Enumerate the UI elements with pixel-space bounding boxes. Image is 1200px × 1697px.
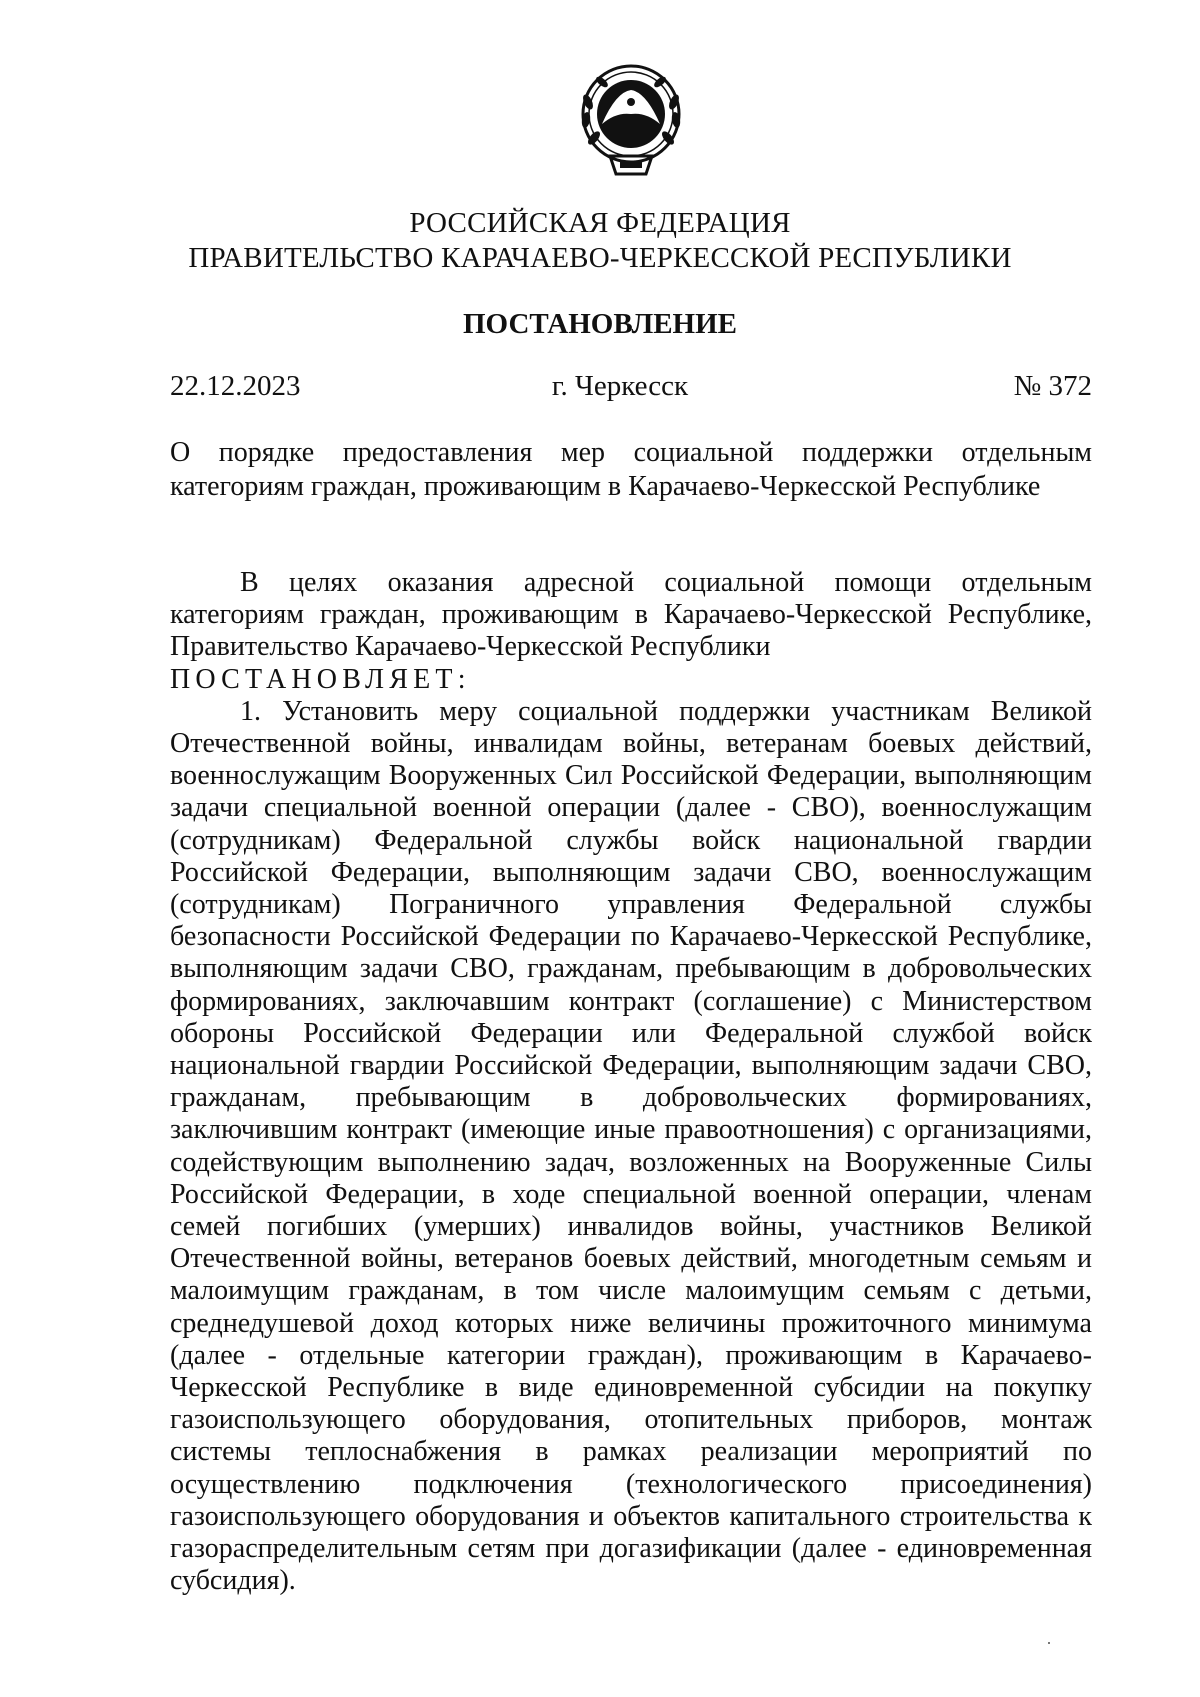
document-subject: О порядке предоставления мер социальной поддержки отдельным категориям граждан, проживающим в Карачаево-Черкесской Республике [170,437,1092,502]
document-type: ПОСТАНОВЛЕНИЕ [462,308,737,340]
document-city: г. Черкесск [551,370,689,402]
coat-of-arms-emblem [576,62,686,180]
scan-speck [1048,1642,1050,1644]
document-date: 22.12.2023 [170,370,301,402]
clause-1-paragraph: 1. Установить меру социальной поддержки участникам Великой Отечественной войны, инвалидам войны, ветеранам боевых действий, военнослужащим Вооруженных Сил Российской Федерации, выполняющим задачи специальной военной операции (далее - СВО), военнослужащим (сотрудникам) Федеральной службы войск национальной гвардии Российской Федерации, выполняющим задачи СВО, военнослужащим (сотрудникам) Пограничного управления Федеральной службы безопасности Российской Федерации по Карачаево-Черкесской Республике, выполняющим задачи СВО, гражданам, пребывающим в добровольческих формированиях, заключавшим контракт (соглашение) с Министерством обороны Российской Федерации или Федеральной службой войск национальной гвардии Российской Федерации, выполняющим задачи СВО, гражданам, пребывающим в добровольческих формированиях, заключившим контракт (имеющие иные правоотношения) с организациями, содействующим выполнению задач, возложенных на Вооруженные Силы Российской Федерации, в ходе специальной военной операции, членам семей погибших (умерших) инвалидов войны, участников Великой Отечественной войны, ветеранов боевых действий, многодетным семьям и малоимущим гражданам, в том числе малоимущим семьям с детьми, среднедушевой доход которых ниже величины прожиточного минимума (далее - отдельные категории граждан), проживающим в Карачаево-Черкесской Республике в виде единовременной субсидии на покупку газоиспользующего оборудования, отопительных приборов, монтаж системы теплоснабжения в рамках реализации мероприятий по осуществлению подключения (технологического присоединения) газоиспользующего оборудования и объектов капитального строительства к газораспределительным сетям при догазификации (далее - единовременная субсидия). [170,695,1092,1597]
document-body [170,567,1092,1598]
resolves-heading: ПОСТАНОВЛЯЕТ: [170,663,471,695]
document-number: № 372 [1013,370,1092,402]
header-country: РОССИЙСКАЯ ФЕДЕРАЦИЯ [409,207,791,239]
preamble-paragraph: В целях оказания адресной социальной помощи отдельным категориям граждан, проживающим в Карачаево-Черкесской Республике, Правительство Карачаево-Черкесской Республики [170,567,1092,663]
header-government: ПРАВИТЕЛЬСТВО КАРАЧАЕВО-ЧЕРКЕССКОЙ РЕСПУБЛИКИ [188,242,1012,274]
